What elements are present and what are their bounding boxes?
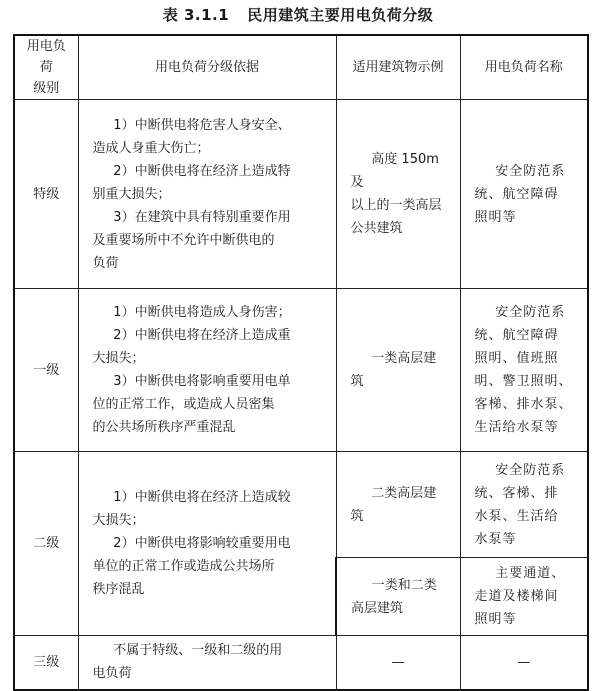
- grade-cell: 三级: [14, 636, 78, 690]
- example-cell: 高度 150m 及 以上的一类高层 公共建筑: [336, 100, 460, 289]
- table-row: [14, 289, 588, 452]
- load-classification-table: [13, 34, 589, 691]
- header-example: 适用建筑物示例: [336, 35, 460, 100]
- header-grade: 用电负荷 级别: [14, 35, 78, 100]
- table-row: [14, 100, 588, 289]
- names-cell: 安全防范系 统、航空障碍 照明等: [460, 100, 588, 289]
- names-cell: 主要通道、 走道及楼梯间 照明等: [460, 558, 588, 636]
- table-title: 民用建筑主要用电负荷分级: [247, 6, 434, 24]
- names-cell: 安全防范系 统、客梯、排 水泵、生活给 水泵等: [460, 452, 588, 558]
- example-cell: —: [336, 636, 460, 690]
- basis-cell: 1）中断供电将造成人身伤害； 2）中断供电将在经济上造成重 大损失； 3）中断供电将影响重要用电单 位的正常工作，或造成人员密集 的公共场所秩序严重混乱: [78, 289, 336, 452]
- example-cell: 二类高层建 筑: [336, 452, 460, 558]
- names-cell: 安全防范系 统、航空障碍 照明、值班照 明、警卫照明、 客梯、排水泵、 生活给水泵等: [460, 289, 588, 452]
- table-number: 表 3.1.1: [162, 6, 230, 24]
- basis-cell: 1）中断供电将危害人身安全、 造成人身重大伤亡； 2）中断供电将在经济上造成特 别重大损失； 3）在建筑中具有特别重要作用 及重要场所中不允许中断供电的 负荷: [78, 100, 336, 289]
- grade-cell: 特级: [14, 100, 78, 289]
- header-names: 用电负荷名称: [460, 35, 588, 100]
- example-cell: 一类和二类 高层建筑: [336, 558, 460, 636]
- header-row: [14, 35, 588, 100]
- example-cell: 一类高层建 筑: [336, 289, 460, 452]
- names-cell: —: [460, 636, 588, 690]
- basis-cell: 不属于特级、一级和二级的用 电负荷: [78, 636, 336, 690]
- table-row: [14, 636, 588, 690]
- grade-cell: 一级: [14, 289, 78, 452]
- table-caption: [0, 4, 596, 25]
- grade-cell: 二级: [14, 452, 78, 636]
- header-basis: 用电负荷分级依据: [78, 35, 336, 100]
- table-row: [14, 452, 588, 558]
- basis-cell: 1）中断供电将在经济上造成较 大损失； 2）中断供电将影响较重要用电 单位的正常工作或造成公共场所 秩序混乱: [78, 452, 336, 636]
